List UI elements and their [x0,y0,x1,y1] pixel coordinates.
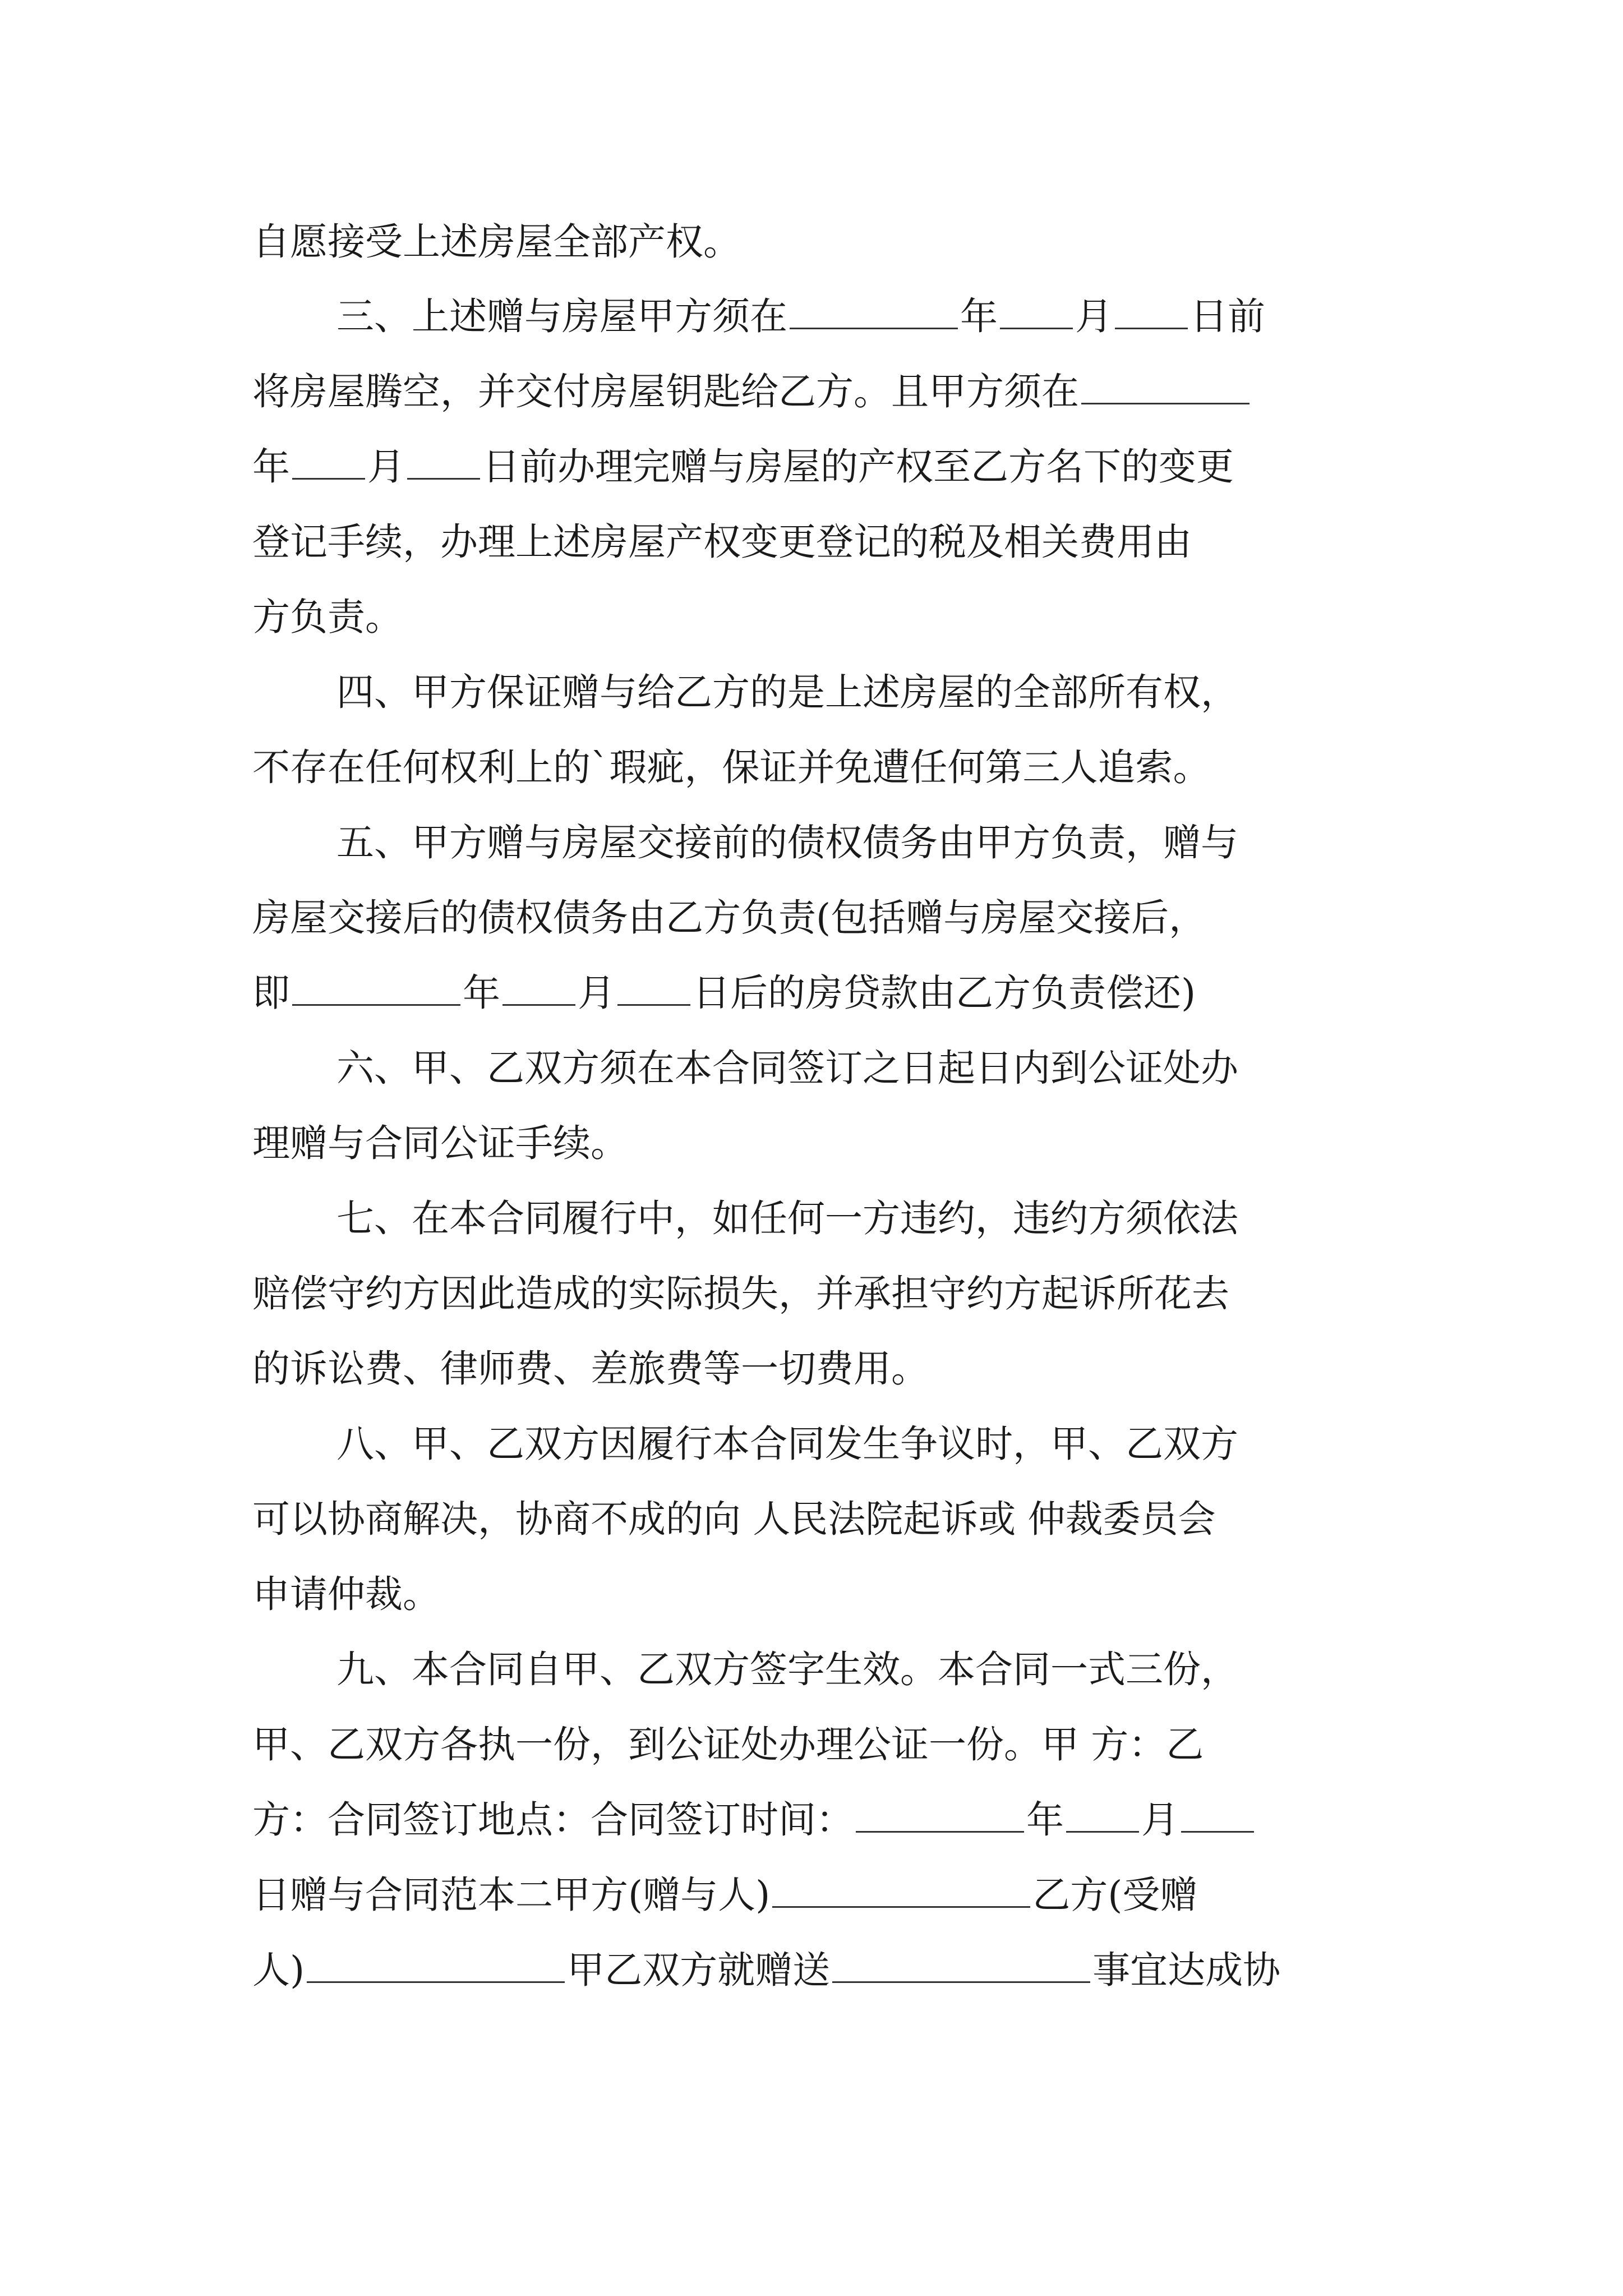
line-text: 甲乙双方就赠送 [567,1948,831,1992]
line-text: 方负责。 [252,595,403,639]
month-label: 月 [1075,295,1113,338]
day-before-label: 日前 [1190,295,1265,338]
text-line-17 [336,1416,1380,1472]
line-text: 人) [252,1948,305,1992]
clause-3-start: 三、上述赠与房屋甲方须在 [336,295,787,338]
text-line-21 [252,1717,1380,1773]
blank-field[interactable] [772,1871,1030,1908]
blank-field[interactable] [1000,293,1073,329]
line-text: 日前办理完赠与房屋的产权至乙方名下的变更 [482,445,1234,489]
line-text: 申请仲裁。 [252,1572,440,1616]
blank-field[interactable] [1115,293,1188,329]
line-text: 即 [252,971,290,1015]
blank-field[interactable] [292,969,460,1006]
clause-8-start: 八、甲、乙双方因履行本合同发生争议时，甲、乙双方 [336,1422,1238,1466]
text-line-8 [252,739,1380,795]
clause-9-start: 九、本合同自甲、乙双方签字生效。本合同一式三份， [336,1648,1238,1691]
line-text: 房屋交接后的债权债务由乙方负责(包括赠与房屋交接后， [252,896,1207,940]
clause-4-start: 四、甲方保证赠与给乙方的是上述房屋的全部所有权， [336,670,1238,714]
blank-field[interactable] [856,1796,1024,1833]
line-text: 方：合同签订地点：合同签订时间： [252,1798,854,1842]
line-text: 乙方(受赠 [1032,1873,1198,1917]
blank-field[interactable] [407,443,480,480]
blank-field[interactable] [502,969,575,1006]
line-text: 登记手续，办理上述房屋产权变更登记的税及相关费用由 [252,520,1192,564]
line-text: 的诉讼费、律师费、差旅费等一切费用。 [252,1347,929,1391]
text-line-3 [252,364,1380,420]
text-line-9 [336,815,1380,871]
blank-field[interactable] [1181,1796,1254,1833]
text-line-5 [252,514,1380,570]
blank-field[interactable] [790,293,958,329]
line-text: 日后的房贷款由乙方负责偿还) [693,971,1196,1015]
year-label: 年 [1026,1798,1064,1842]
month-label: 月 [367,445,405,489]
text-line-6 [252,589,1380,645]
line-text: 不存在任何权利上的`瑕疵，保证并免遭任何第三人追索。 [252,746,1211,789]
text-line-24 [252,1942,1380,1998]
year-label: 年 [463,971,500,1015]
text-line-2 [336,288,1380,344]
text-line-10 [252,890,1380,946]
line-text: 甲、乙双方各执一份，到公证处办理公证一份。甲 方：乙 [252,1723,1204,1766]
text-line-22 [252,1792,1380,1848]
line-text: 自愿接受上述房屋全部产权。 [252,220,741,264]
clause-5-start: 五、甲方赠与房屋交接前的债权债务由甲方负责，赠与 [336,821,1238,864]
text-line-15 [252,1266,1380,1322]
blank-field[interactable] [307,1947,565,1983]
clause-7-start: 七、在本合同履行中，如任何一方违约，违约方须依法 [336,1197,1238,1240]
blank-field[interactable] [617,969,690,1006]
line-text: 事宜达成协 [1092,1948,1281,1992]
month-label: 月 [578,971,615,1015]
blank-field[interactable] [1066,1796,1139,1833]
text-line-16 [252,1341,1380,1397]
blank-field[interactable] [292,443,365,480]
text-line-19 [252,1566,1380,1622]
text-line-23 [252,1867,1380,1923]
line-text: 可以协商解决，协商不成的向 人民法院起诉或 仲裁委员会 [252,1497,1216,1541]
clause-6-start: 六、甲、乙双方须在本合同签订之日起日内到公证处办 [336,1046,1238,1090]
text-line-18 [252,1491,1380,1547]
line-text: 赔偿守约方因此造成的实际损失，并承担守约方起诉所花去 [252,1272,1229,1315]
blank-field[interactable] [1081,368,1249,404]
text-line-13 [252,1115,1380,1171]
text-line-20 [336,1641,1380,1697]
text-line-1 [252,214,1380,270]
text-line-7 [336,664,1380,720]
text-line-12 [336,1040,1380,1096]
year-label: 年 [252,445,290,489]
line-text: 理赠与合同公证手续。 [252,1121,628,1165]
month-label: 月 [1141,1798,1179,1842]
line-text: 将房屋腾空，并交付房屋钥匙给乙方。且甲方须在 [252,370,1079,413]
text-line-4 [252,439,1380,495]
text-line-14 [336,1190,1380,1246]
blank-field[interactable] [832,1947,1090,1983]
text-line-11 [252,965,1380,1021]
line-text: 日赠与合同范本二甲方(赠与人) [252,1873,771,1917]
year-label: 年 [960,295,998,338]
